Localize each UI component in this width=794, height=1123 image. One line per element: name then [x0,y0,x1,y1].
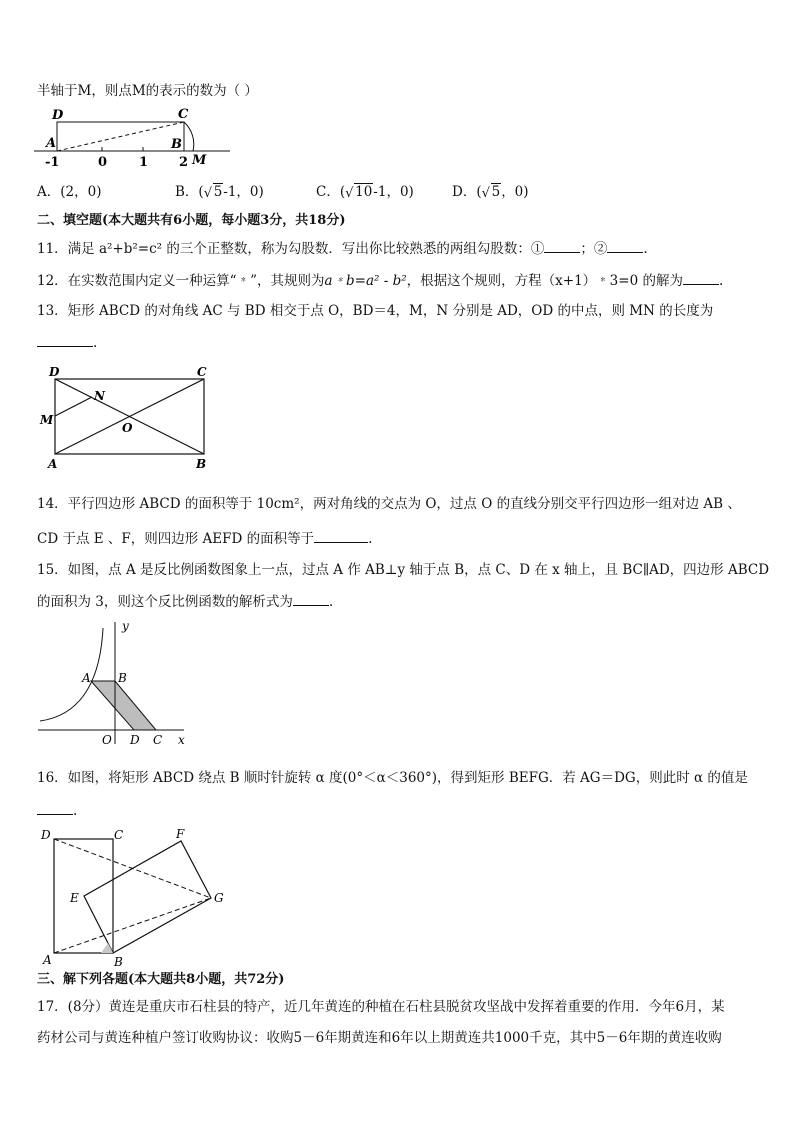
q10-option-c: C．( √ 10-1，0) [316,184,414,201]
q15-label-y: y [122,619,129,633]
q14-line1: 14．平行四边形 ABCD 的面积等于 10cm²，两对角线的交点为 O，过点 O 的直线分别交平行四边形一组对边 AB 、 [37,496,741,512]
q10-figure [30,104,240,170]
q10-label-D: D [52,108,64,123]
q15-label-B: B [118,671,127,685]
q12-text: 12．在实数范围内定义一种运算“﹡”，其规则为a﹡b=a² - b²，根据这个规则，方程（x+1）﹡3=0 的解为 . [37,270,723,291]
q10-tick-label-1: 1 [139,155,149,170]
q15-label-x: x [178,733,185,747]
q16-answer: . [37,800,77,821]
q15-figure [36,618,196,748]
q16-angle-marker [101,943,113,953]
q15-label-C: C [153,733,163,747]
q10-option-d: D．( √ 5，0) [452,184,529,201]
q15-parallelogram-shaded [91,681,156,730]
q16-dashed-AG [54,898,211,953]
q10-diagonal-dashed [57,122,184,151]
q10-label-M: M [192,153,207,168]
q13-figure [36,364,216,474]
q13-text: 13．矩形 ABCD 的对角线 AC 与 BD 相交于点 O，BD＝4，M，N 分别是 AD，OD 的中点，则 MN 的长度为 [37,303,714,319]
q16-dashed-DG [54,839,211,898]
q10-option-a: A．(2，0) [37,184,102,200]
q16-label-F: F [176,827,185,841]
q13-label-M: M [40,413,54,427]
q10-tick-label-2: 2 [179,155,189,170]
q17-line1: 17．(8分）黄连是重庆市石柱县的特产，近几年黄连的种植在石柱县脱贫攻坚战中发挥着重要的作用．今年6月，某 [37,999,725,1015]
q16-label-B: B [114,955,123,969]
q15-hyperbola [40,628,103,721]
q15-line2: 的面积为 3，则这个反比例函数的解析式为 . [37,591,333,612]
q10-tick-label-neg1: -1 [45,155,60,170]
q11-text: 11．满足 a²+b²=c² 的三个正整数，称为勾股数．写出你比较熟悉的两组勾股数：① ；② . [37,238,648,259]
q15-label-A: A [82,671,91,685]
q13-label-O: O [122,421,133,435]
q16-label-E: E [70,891,79,905]
q16-label-A: A [43,953,52,967]
q16-figure [36,824,236,974]
q10-option-b: B．( √ 5-1，0) [175,184,264,201]
q10-stem: 半轴于M，则点M的表示的数为（ ） [37,83,258,99]
q13-answer: . [37,332,97,353]
q10-label-C: C [178,107,189,122]
q13-label-A: A [48,457,58,471]
q17-line2: 药材公司与黄连种植户签订收购协议：收购5－6年期黄连和6年以上期黄连共1000千克，其中5－6年期的黄连收购 [37,1030,722,1046]
q13-label-C: C [197,365,207,379]
q16-label-G: G [214,891,224,905]
q10-arc [184,122,194,151]
q10-label-B: B [171,137,182,152]
q15-line1: 15．如图，点 A 是反比例函数图象上一点，过点 A 作 AB⊥y 轴于点 B，点 C、D 在 x 轴上，且 BC∥AD，四边形 ABCD [37,562,770,578]
q16-line1: 16．如图，将矩形 ABCD 绕点 B 顺时针旋转 α 度(0°＜α＜360°)，得到矩形 BEFG．若 AG＝DG，则此时 α 的值是 [37,770,748,786]
q15-label-O: O [102,733,112,747]
section2-title: 二、填空题(本大题共有6小题，每小题3分，共18分) [37,213,346,228]
q16-label-C: C [114,828,124,842]
q16-label-D: D [41,828,51,842]
q14-line2: CD 于点 E 、F，则四边形 AEFD 的面积等于 . [37,528,372,549]
q10-label-A: A [46,136,57,151]
q13-segment-MN [55,397,92,416]
q15-label-D: D [130,733,140,747]
q13-label-D: D [49,365,60,379]
section3-title: 三、解下列各题(本大题共8小题，共72分) [37,972,285,987]
q13-label-B: B [196,457,207,471]
q13-label-N: N [94,389,105,403]
q10-tick-label-0: 0 [98,155,108,170]
